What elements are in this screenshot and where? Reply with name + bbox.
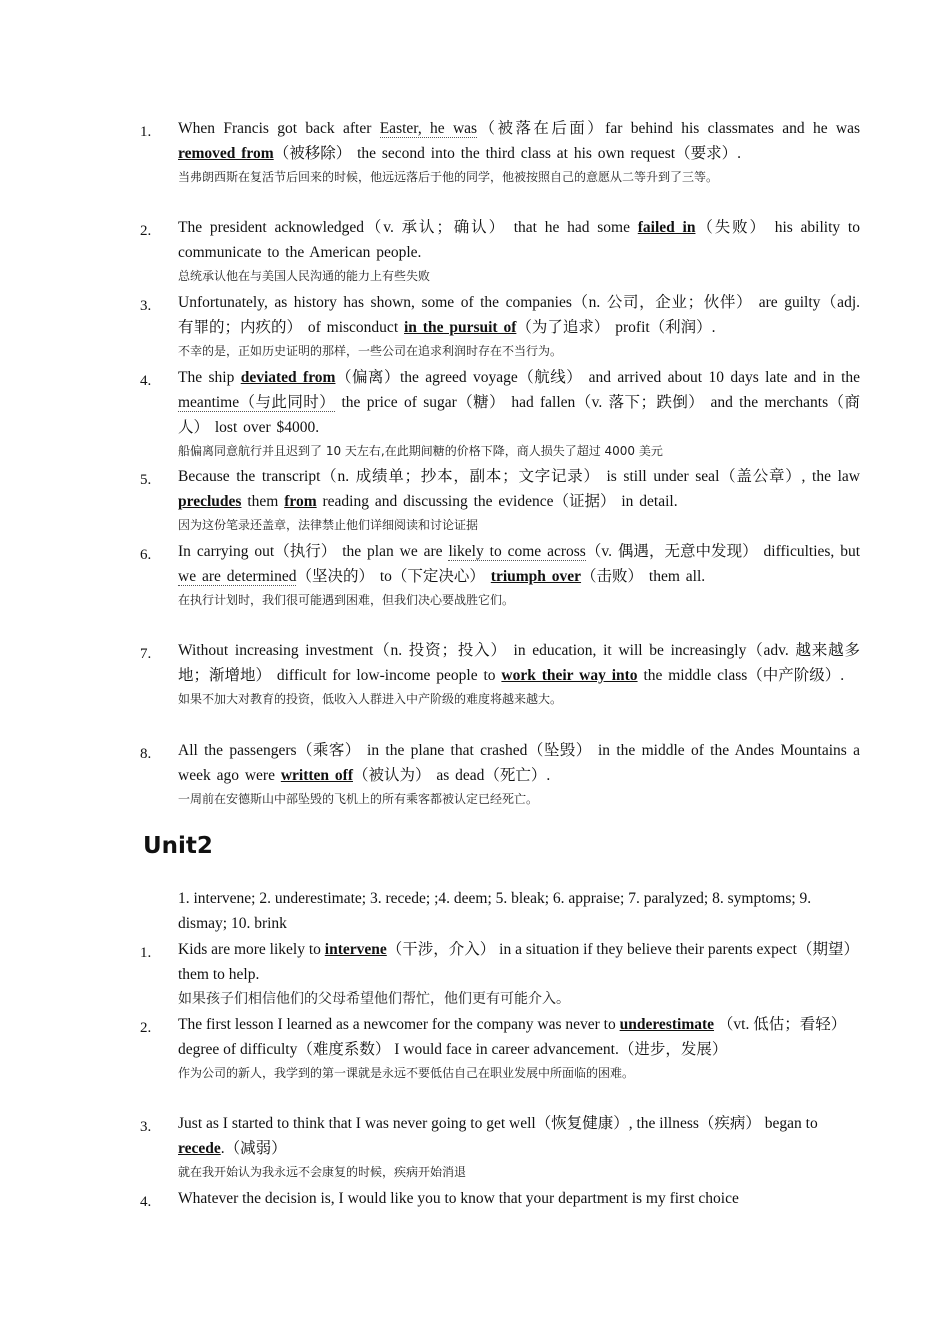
item-sentence: Because the transcript（n. 成绩单；抄本，副本；文字记录） is still under seal（盖公章）, the law precludes them from reading and discussing the evidence（证据） in detail. (178, 468, 860, 510)
key-phrase: from (284, 493, 317, 510)
item-sentence: Without increasing investment（n. 投资；投入） in education, it will be increasingly（adv. 越来越多地；渐增地） difficult for low-income people to work their way into the middle class（中产阶级）. (178, 642, 860, 684)
item-sentence: The president acknowledged（v. 承认；确认） that he had some failed in（失败） his ability to communicate to the American people. (178, 219, 860, 261)
exercise-item-2 (140, 215, 860, 287)
item-number: 3. (140, 298, 152, 314)
item-sentence: When Francis got back after Easter, he was（被落在后面）far behind his classmates and he was removed from（被移除） the second into the third class at his own request（要求）. (178, 120, 861, 162)
section-heading: Unit2 (143, 833, 213, 859)
key-phrase: underestimate (619, 1016, 715, 1033)
item-sentence: The first lesson I learned as a newcomer for the company was never to underestimate （vt. 低估；看轻）degree of difficulty（难度系数） I would face in career advancement.（进步，发展） (178, 1016, 847, 1058)
key-phrase: removed from (178, 145, 274, 162)
key-phrase: in the pursuit of (404, 319, 517, 336)
item-translation: 在执行计划时，我们很可能遇到困难，但我们决心要战胜它们。 (178, 593, 515, 607)
item-number: 4. (140, 373, 152, 389)
item-number: 3. (140, 1119, 152, 1135)
key-phrase: failed in (637, 219, 696, 236)
item-sentence: All the passengers（乘客） in the plane that crashed（坠毁） in the middle of the Andes Mountains a week ago were written off（被认为） as dead（死亡）. (178, 742, 860, 784)
exercise-item-8 (140, 738, 860, 810)
exercise-item-5 (140, 464, 860, 536)
key-phrase: work their way into (501, 667, 638, 684)
item-number: 1. (140, 945, 152, 961)
key-phrase: recede (178, 1140, 221, 1157)
item-translation: 如果不加大对教育的投资，低收入人群进入中产阶级的难度将越来越大。 (178, 692, 563, 706)
exercise-item-1 (140, 116, 860, 188)
item-translation: 不幸的是，正如历史证明的那样，一些公司在追求利润时存在不当行为。 (178, 344, 563, 358)
item-translation: 作为公司的新人，我学到的第一课就是永远不要低估自己在职业发展中所面临的困难。 (178, 1066, 635, 1080)
item-number: 2. (140, 223, 152, 239)
item-number: 4. (140, 1194, 152, 1210)
item-sentence: Unfortunately, as history has shown, some of the companies（n. 公司，企业；伙伴） are guilty（adj. 有罪的；内疚的） of misconduct in the pursuit of（为了追求） profit（利润）. (178, 294, 860, 336)
item-translation: 就在我开始认为我永远不会康复的时候，疾病开始消退 (178, 1165, 467, 1179)
item-sentence: Whatever the decision is, I would like you to know that your department is my first choice (178, 1190, 739, 1207)
key-phrase: triumph over (490, 568, 582, 585)
key-phrase: intervene (324, 941, 387, 958)
item-translation: 当弗朗西斯在复活节后回来的时候，他远远落后于他的同学，他被按照自己的意愿从二等升到了三等。 (178, 170, 719, 184)
key-phrase: deviated from (240, 369, 336, 386)
item-number: 6. (140, 547, 152, 563)
item-translation: 总统承认他在与美国人民沟通的能力上有些失败 (178, 269, 431, 283)
item-number: 8. (140, 746, 152, 762)
item-translation: 因为这份笔录还盖章，法律禁止他们详细阅读和讨论证据 (178, 518, 479, 532)
unit2-item-2 (140, 1012, 860, 1084)
item-number: 1. (140, 124, 152, 140)
answer-key: 1. intervene; 2. underestimate; 3. recede; ;4. deem; 5. bleak; 6. appraise; 7. paralyzed; 8. symptoms; 9. dismay; 10. brink (178, 890, 812, 932)
exercise-item-7 (140, 638, 860, 710)
exercise-item-6 (140, 539, 860, 611)
item-sentence: Just as I started to think that I was never going to get well（恢复健康）, the illness（疾病） began to recede.（减弱） (178, 1115, 818, 1157)
item-translation: 一周前在安德斯山中部坠毁的飞机上的所有乘客都被认定已经死亡。 (178, 792, 539, 806)
key-phrase: written off (280, 767, 353, 784)
item-number: 7. (140, 646, 152, 662)
item-translation: 船偏离同意航行并且迟到了 10 天左右,在此期间糖的价格下降，商人损失了超过 4000 美元 (178, 444, 663, 458)
item-number: 5. (140, 472, 152, 488)
exercise-item-4 (140, 365, 860, 462)
item-number: 2. (140, 1020, 152, 1036)
unit2-item-1 (140, 937, 860, 1011)
unit2-item-3 (140, 1111, 860, 1183)
key-phrase: precludes (178, 493, 242, 510)
item-sentence: The ship deviated from（偏离）the agreed voyage（航线） and arrived about 10 days late and in the meantime（与此同时） the price of sugar（糖） had fallen（v. 落下；跌倒） and the merchants（商人） lost over $4000. (178, 369, 861, 436)
item-sentence: Kids are more likely to intervene（干涉，介入） in a situation if they believe their parents expect（期望） them to help. (178, 941, 859, 983)
item-sentence: In carrying out（执行） the plan we are likely to come across（v. 偶遇，无意中发现） difficulties, but we are determined（坚决的） to（下定决心） triumph over（击败） them all. (178, 543, 860, 585)
exercise-item-3 (140, 290, 860, 362)
unit2-item-4 (140, 1186, 860, 1211)
item-translation: 如果孩子们相信他们的父母希望他们帮忙，他们更有可能介入。 (178, 991, 570, 1007)
